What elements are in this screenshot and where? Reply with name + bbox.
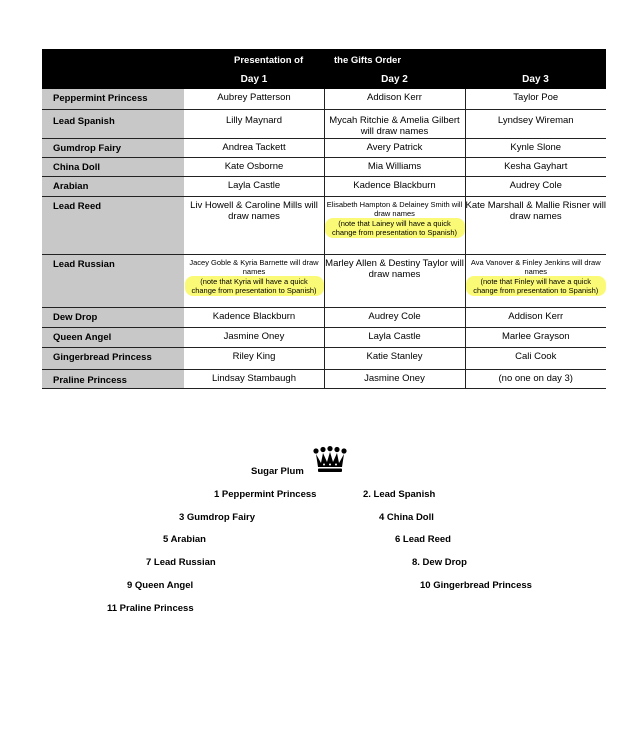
table-row (42, 89, 606, 109)
table-row (42, 109, 606, 138)
day2-cell: Mia Williams (324, 157, 465, 176)
pyramid-top: Sugar Plum (251, 466, 304, 477)
day3-cell: Kate Marshall & Mallie Risner will draw names (465, 196, 606, 254)
quick-change-note: (note that Kyria will have a quick change from presentation to Spanish) (185, 276, 324, 296)
day2-cell: Mycah Ritchie & Amelia Gilbert will draw names (324, 109, 465, 138)
table-row (42, 347, 606, 369)
quick-change-note: (note that Finley will have a quick change from presentation to Spanish) (466, 276, 607, 296)
day1-names: Jacey Goble & Kyria Barnette will draw names (189, 257, 319, 276)
role-name: Lead Reed (42, 196, 184, 254)
role-name: Arabian (42, 176, 184, 196)
table-row (42, 196, 606, 254)
pyramid-item: 11 Praline Princess (107, 603, 194, 614)
day1-cell: Andrea Tackett (184, 138, 324, 157)
pyramid-item: 10 Gingerbread Princess (420, 580, 532, 591)
crown-icon (313, 446, 347, 474)
table-title-part1: Presentation of (234, 55, 304, 66)
table-row (42, 157, 606, 176)
role-name: Gumdrop Fairy (42, 138, 184, 157)
day1-cell: Aubrey Patterson (184, 89, 324, 109)
day1-cell (184, 254, 324, 307)
day3-cell: Marlee Grayson (465, 327, 606, 347)
pyramid-item: 3 Gumdrop Fairy (179, 512, 256, 523)
table-title-row (42, 49, 606, 71)
day1-cell: Lindsay Stambaugh (184, 369, 324, 388)
day2-cell: Kadence Blackburn (324, 176, 465, 196)
presentation-order-table (42, 49, 606, 389)
day1-cell: Kate Osborne (184, 157, 324, 176)
pyramid-item: 7 Lead Russian (146, 557, 216, 568)
table-title-part2: the Gifts Order (334, 55, 402, 66)
table-row (42, 176, 606, 196)
day1-cell: Lilly Maynard (184, 109, 324, 138)
pyramid-item: 4 China Doll (379, 512, 434, 523)
day2-cell: Marley Allen & Destiny Taylor will draw names (324, 254, 465, 307)
pyramid-item: 1 Peppermint Princess (214, 489, 317, 500)
day2-cell: Layla Castle (324, 327, 465, 347)
day1-cell: Liv Howell & Caroline Mills will draw names (184, 196, 324, 254)
pyramid-item: 8. Dew Drop (412, 557, 467, 568)
day3-cell: Audrey Cole (465, 176, 606, 196)
day2-cell (324, 196, 465, 254)
day2-cell: Avery Patrick (324, 138, 465, 157)
day3-cell: Kesha Gayhart (465, 157, 606, 176)
table-row (42, 254, 606, 307)
table-row (42, 138, 606, 157)
day2-cell: Addison Kerr (324, 89, 465, 109)
role-name: Praline Princess (42, 369, 184, 388)
day1-cell: Riley King (184, 347, 324, 369)
pyramid-item: 6 Lead Reed (395, 534, 451, 545)
role-name: Peppermint Princess (42, 89, 184, 109)
role-name: Lead Russian (42, 254, 184, 307)
pyramid-item: 2. Lead Spanish (363, 489, 436, 500)
table-row (42, 327, 606, 347)
quick-change-note: (note that Lainey will have a quick change from presentation to Spanish) (325, 218, 465, 238)
day1-cell: Kadence Blackburn (184, 307, 324, 327)
day3-names: Ava Vanover & Finley Jenkins will draw names (470, 257, 601, 276)
role-name: Queen Angel (42, 327, 184, 347)
day3-cell: (no one on day 3) (465, 369, 606, 388)
role-header (42, 71, 184, 89)
role-name: China Doll (42, 157, 184, 176)
day2-cell: Katie Stanley (324, 347, 465, 369)
role-name: Dew Drop (42, 307, 184, 327)
day1-cell: Layla Castle (184, 176, 324, 196)
day2-cell: Audrey Cole (324, 307, 465, 327)
table-row (42, 369, 606, 388)
day3-cell: Kynle Slone (465, 138, 606, 157)
day3-cell: Lyndsey Wireman (465, 109, 606, 138)
day3-cell: Taylor Poe (465, 89, 606, 109)
pyramid-item: 9 Queen Angel (127, 580, 194, 591)
day-header-row (42, 71, 606, 89)
role-name: Gingerbread Princess (42, 347, 184, 369)
day1-cell: Jasmine Oney (184, 327, 324, 347)
day3-cell (465, 254, 606, 307)
pyramid-item: 5 Arabian (163, 534, 206, 545)
day3-cell: Cali Cook (465, 347, 606, 369)
day2-names: Elisabeth Hampton & Delainey Smith will draw names (326, 199, 463, 218)
day3-header: Day 3 (465, 71, 606, 89)
role-name: Lead Spanish (42, 109, 184, 138)
day1-header: Day 1 (184, 71, 324, 89)
table-row (42, 307, 606, 327)
day2-cell: Jasmine Oney (324, 369, 465, 388)
day3-cell: Addison Kerr (465, 307, 606, 327)
day2-header: Day 2 (324, 71, 465, 89)
